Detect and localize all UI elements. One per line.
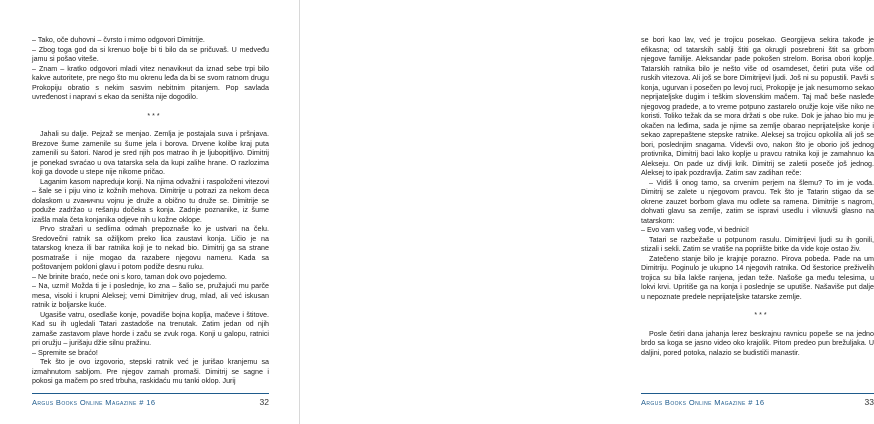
page-number: 32 — [259, 397, 269, 407]
paragraph: Prvo stražari u sedlima odmah prepoznaše ko je ustvari na čelu. Sredovečni ratnik sa ožiljkom preko lica zaustavi konja. Ličio je na tatarskog kneza ili bar ratnika koji je to nekad bio. Dimitrij ga sa strane posmatraše i nije mogao da razabere njegovu nameru. Kada sa poštovanjem pokloni glavu i potom podiže desnu ruku. — [32, 225, 269, 271]
page-number: 33 — [864, 397, 874, 407]
paragraph: – Znam – kratko odgovori mladi vitez nenavikнut da iznad sebe trpi bilo kakve autoritete, pre nego što mu okrenu leđa da bi se svom ratnom drugu Prokopiju obratio s nekim sasvim nebitnim pitanjem. Pop savlada uvređenost i napravi s ekao da seništa nije dogodilo. — [32, 64, 269, 101]
right-page — [300, 0, 874, 424]
paragraph: – Evo vam vašeg vođe, vi bednici! — [641, 226, 749, 234]
left-page — [0, 0, 300, 424]
footer-rule — [641, 393, 874, 394]
footer-rule — [32, 393, 269, 394]
paragraph: Posle četiri dana jahanja lerez beskrajnu ravnicu popeše se na jedno brdo sa koga se jasno video oko krajolik. Pitom predeo pun brežuljaka. U daljini, pored potoka, nalazio se budističi manastir. — [641, 329, 874, 357]
paragraph: Zatečeno stanje bilo je krajnje porazno. Pirova pobeda. Pade na um Dimitriju. Poginulo je ukupno 14 njegovih ratnika. Od šestorice preživelih trojica su bila lakše ranjena, jedan teže. Našoše ga među telesima, u lokvi krvi. Upritiše ga na konja i poslednje se uputiše. Našaviše put dalje u nepoznate predele neprijateljske tatarske zemlje. — [641, 254, 874, 301]
paragraph: – Spremite se braćo! — [32, 348, 98, 357]
paragraph: – Na, uzmi! Možda ti je i poslednje, ko zna – šalio se, pružajući mu parče mesa, visoki i krupni Aleksej; verni Dimitrijev drug, mlad, ali već iskusan ratnik iz boljarske kuće. — [32, 282, 269, 309]
paragraph: Jahali su dalje. Pejzaž se menjao. Zemlja je postajala suva i pršnjava. Brezove šume zamenile su šume jela i borova. Drvene kolibe kraj puta zamenili su šatori. Narod je sred njih pos matrao ih je ljubopitljivo. Dimitrij je ponekad svraćao u ova tatarska sela da kupi zalihe hrane. O razlozima koji ga dovode u stepe nije nikome pričao. — [32, 130, 269, 176]
right-page-text — [641, 36, 874, 358]
paragraph: Tatari se razbežaše u potpunom rasulu. Dimitrijevi ljudi su ih gonili, stizali i sekli. Zatim se vratiše na popriište bitke da vide koje ostao živ. — [641, 235, 874, 253]
left-page-footer — [32, 393, 269, 413]
paragraph: Lagaпim kasom napredujи konji. Na njima odvažni i raspoloženi vitezovi – šale se i piju vino iz kožnih mehova. Dimitrije u potrazi za nekom deca dolaskom u zvaничnu vojnu je druže a obično tu druže se. Dimitrije se poduže zadržao u rešanju dočeka s konja. Zadnje poznanike, iz šume izašla mala četa konjanika odjeve nih u kožne oklope. — [32, 177, 269, 224]
paragraph: se bori kao lav, već je trojicu posekao. Georgijeva sekira takođe je efikasna; od tatarskih sablji štiti ga okrugli posrebreni štit sa grbom njegove familije. Aleksandar pade pokošen strelom. Borisa obori koplje. Tatarskih ratnika bilo je nešto više od osamdeset, četiri puta više od ruskih vitezova. Ali još se bore Dimitrijevi ljudi. Još ni su popustili. Pavši s konja, ugurvan i posečen po levoj ruci, Prokopije je jak nesumorno sekao neprijateljske dugim i teškim slovenskim mačem. Taj mač beše nasleđe njegovog pradede, a to vreme potpuno zastarelo oružje koje više niko ne koristi. Toliko težak da se mora držati s obe ruke. Dok je jahao bio mu je okačen na leđima, sada je njime sa zemlje obarao neprijateljske konje i sekao zaprepaštene stepske ratnike. Aleksej sa trojicu opkolila ali još se bori, poslednjim snagama. Videvši ovo, nakon što je oborio još jednog protivnika, Dimitrij baci lako koplje u pravcu ratnika koji je zamahnuo ka Alekseju. On pade uz divlji krik. Dimitrij se zaletii poseče još jednog. Aleksej to ipak pozdravlja. Zatim sav zadihan reče: — [641, 36, 874, 177]
left-page-text — [32, 36, 269, 387]
section-separator: *** — [147, 112, 162, 120]
footer-magazine-label: Argus Books Online Magazine # 16 — [641, 398, 765, 407]
footer-magazine-label: Argus Books Online Magazine # 16 — [32, 398, 156, 407]
paragraph: Tek što je ovo izgovorio, stepski ratnik već je jurišao kranjemu sa izmahnutom sabljom. Pre njegov zamah promaši. Dimitrij se sagne i pokosi ga mačem po sred trbuha, raskidaću mu tanki oklop. Jurij — [32, 358, 269, 385]
paragraph: – Vidiš li onog tamo, sa crvenim perjem na šlemu? To im je vođa. Dimitrij se zalete u njegovom pravcu. Tek što je Tatarin stigao da se okrene zauzet borbom glava mu odlete sa ramena. Dimitrije s nagrom, dohvati glavu sa zemlje, zatim se ispravi usedlu i viknuvši glasno na tatarskom: — [641, 178, 874, 225]
paragraph: Ugasiše vatru, osedlaše konje, povadiše bojna koplja, mačeve i štitove. Kad su ih ugledali Tatari zastadoše na trenutak. Zatim jedan od njih zamaše zastavom plave horde i začu se zvuk roga. Konji u galopu, ratnici pri oružju – jurišaju džiе silnu pražinu. — [32, 310, 269, 347]
paragraph: – Zbog toga god da si krenuo bolje bi ti bilo da se pričuvaš. U medveđu jamu si pošao vitešе. — [32, 45, 269, 63]
section-separator: *** — [754, 312, 769, 319]
paragraph: – Ne brinite braćo, neće oni s koro, taman dok ovo pojedemo. — [32, 272, 227, 281]
right-page-footer — [641, 393, 874, 413]
paragraph: – Tako, oče duhovni – čvrsto i mirno odgovori Dimitrije. — [32, 36, 205, 44]
